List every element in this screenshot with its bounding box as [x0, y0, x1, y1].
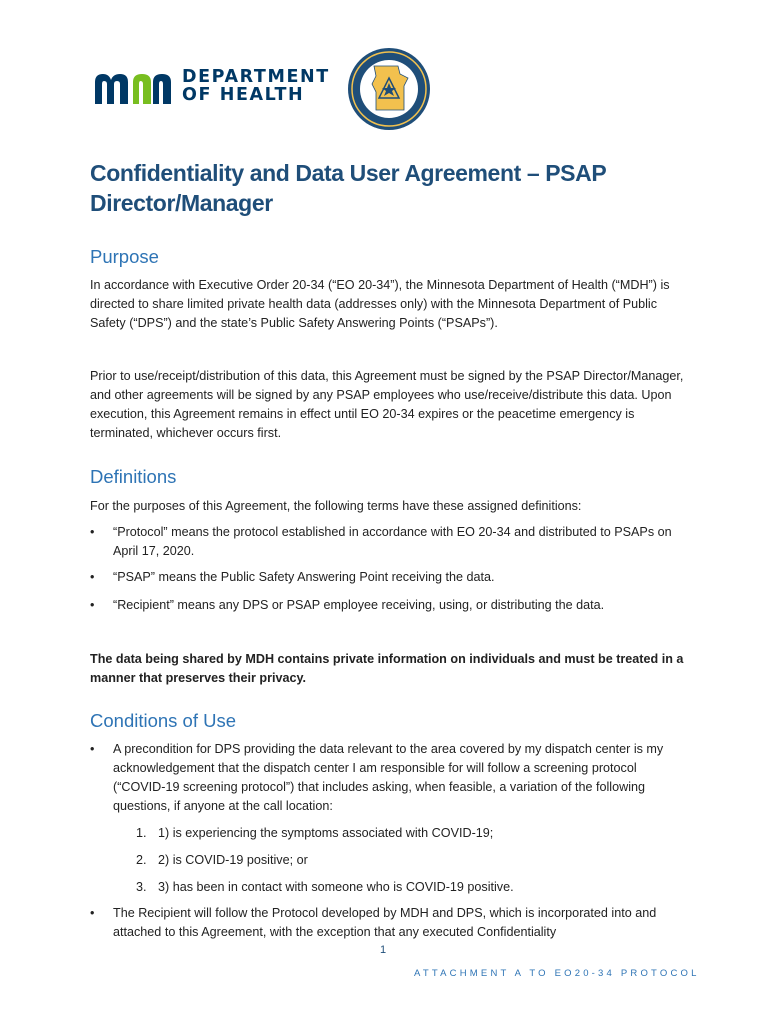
- logo-line-2: OF HEALTH: [182, 85, 305, 105]
- list-number: 2.: [136, 853, 147, 867]
- bullet-icon: •: [90, 525, 95, 539]
- page-number: 1: [380, 944, 387, 956]
- department-of-health-wordmark: [182, 68, 330, 104]
- purpose-paragraph-1: In accordance with Executive Order 20-34 (“EO 20-34”), the Minnesota Department of Health (“MDH”) is directed to share limited private health data (addresses only) with the Minnesota Department of Public Safety (“DPS”) and the state’s Public Safety Answering Points (“PSAPs”).: [90, 278, 670, 330]
- purpose-paragraph-2: Prior to use/receipt/distribution of this data, this Agreement must be signed by the PSAP Director/Manager, and other agreements will be signed by any PSAP employees who use/receive/distribute this data. Upon execution, this Agreement remains in effect until EO 20-34 expires or the peacetime emergency is terminated, whichever occurs first.: [90, 369, 684, 440]
- logo-line-1: DEPARTMENT: [182, 67, 330, 87]
- condition-text: A precondition for DPS providing the data relevant to the area covered by my dispatch center is my acknowledgement that the dispatch center I am responsible for will follow a screening protocol (“COVID-19 screening protocol”) that includes asking, when feasible, a variation of the following questions, if anyone at the call location:: [113, 742, 664, 813]
- definition-text: “Protocol” means the protocol established in accordance with EO 20-34 and distributed to PSAPs on April 17, 2020.: [113, 525, 672, 558]
- bullet-icon: •: [90, 598, 95, 612]
- public-safety-seal-icon: [346, 46, 432, 132]
- definition-text: “Recipient” means any DPS or PSAP employee receiving, using, or distributing the data.: [113, 598, 605, 612]
- list-number: 1.: [136, 826, 147, 840]
- definitions-heading: Definitions: [90, 466, 177, 487]
- page-title: Confidentiality and Data User Agreement – PSAP Director/Manager: [90, 160, 606, 216]
- purpose-heading: Purpose: [90, 246, 159, 267]
- mn-logo-icon: [93, 70, 173, 106]
- question-text: 1) is experiencing the symptoms associated with COVID-19;: [158, 826, 494, 840]
- question-text: 3) has been in contact with someone who is COVID-19 positive.: [158, 880, 514, 894]
- bullet-icon: •: [90, 906, 95, 920]
- list-number: 3.: [136, 880, 147, 894]
- bullet-icon: •: [90, 570, 95, 584]
- bullet-icon: •: [90, 742, 95, 756]
- footer-attachment-label: ATTACHMENT A TO EO20-34 PROTOCOL: [414, 968, 700, 979]
- conditions-heading: Conditions of Use: [90, 710, 237, 731]
- question-text: 2) is COVID-19 positive; or: [158, 853, 308, 867]
- privacy-notice: The data being shared by MDH contains private information on individuals and must be treated in a manner that preserves their privacy.: [90, 652, 684, 685]
- condition-text: The Recipient will follow the Protocol developed by MDH and DPS, which is incorporated into and attached to this Agreement, with the exception that any executed Confidentiality: [113, 906, 657, 939]
- definitions-intro: For the purposes of this Agreement, the following terms have these assigned definitions:: [90, 499, 582, 513]
- definition-text: “PSAP” means the Public Safety Answering Point receiving the data.: [113, 570, 495, 584]
